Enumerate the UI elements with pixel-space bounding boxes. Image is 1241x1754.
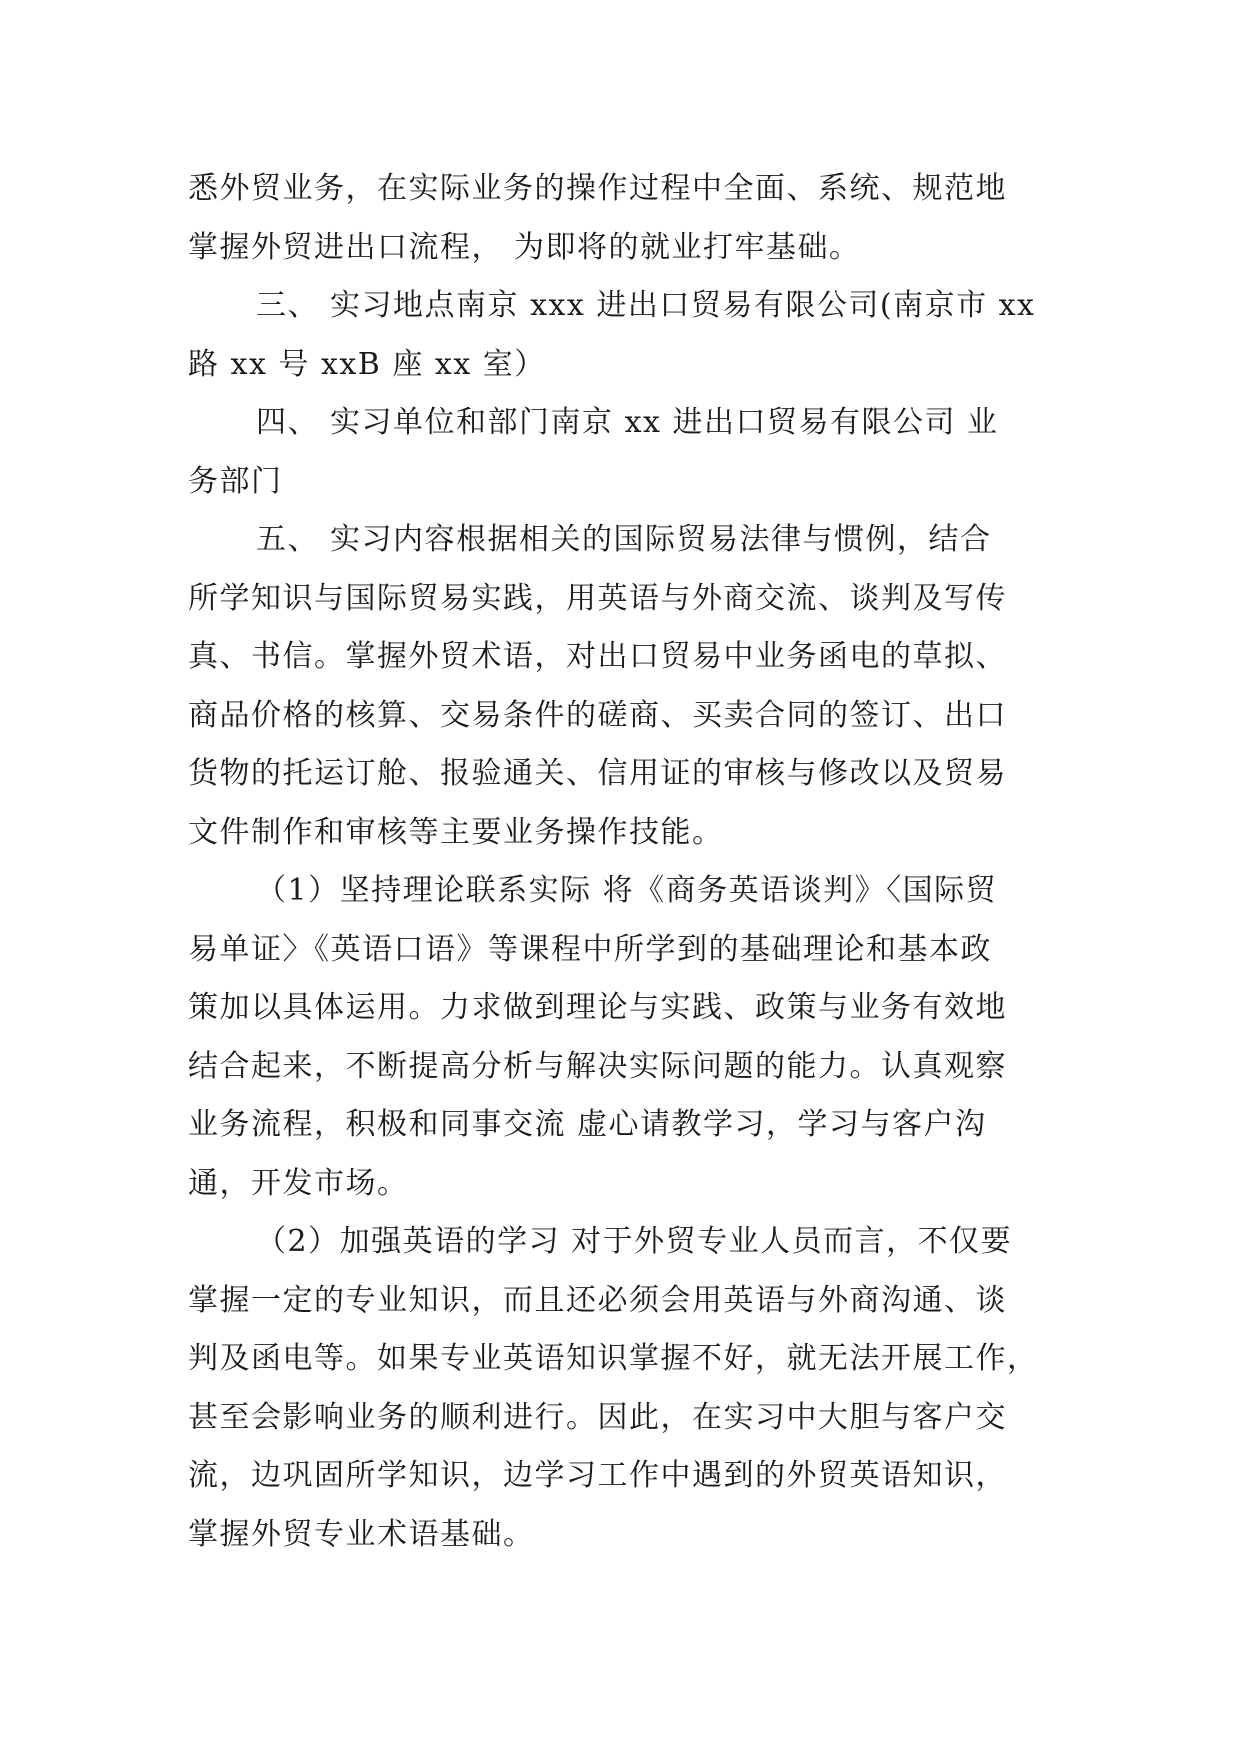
text-line: 判及函电等。如果专业英语知识掌握不好，就无法开展工作， <box>188 1341 1039 1376</box>
text-line: 文件制作和审核等主要业务操作技能。 <box>188 814 724 850</box>
document-body <box>188 160 1058 1564</box>
text-line: 通，开发市场。 <box>188 1165 409 1201</box>
list-item-1: （1）坚持理论联系实际 将《商务英语谈判》〈国际贸 <box>256 873 998 908</box>
text-line: 务部门 <box>188 463 283 499</box>
text-line: 真、书信。掌握外贸术语，对出口贸易中业务函电的草拟、 <box>188 639 1007 674</box>
text-line: 掌握外贸进出口流程， 为即将的就业打牢基础。 <box>188 229 861 265</box>
text-line: 所学知识与国际贸易实践，用英语与外商交流、谈判及写传 <box>188 580 1007 616</box>
text-line: 路 xx 号 xxB 座 xx 室） <box>188 346 546 382</box>
text-line: 流，边巩固所学知识，边学习工作中遇到的外贸英语知识， <box>188 1458 1007 1493</box>
text-line: 甚至会影响业务的顺利进行。因此，在实习中大胆与客户交 <box>188 1399 1007 1435</box>
text-line: 掌握一定的专业知识，而且还必须会用英语与外商沟通、谈 <box>188 1282 1007 1318</box>
text-line: 掌握外贸专业术语基础。 <box>188 1516 535 1552</box>
text-line: 策加以具体运用。力求做到理论与实践、政策与业务有效地 <box>188 990 1007 1025</box>
text-line: 易单证〉《英语口语》等课程中所学到的基础理论和基本政 <box>188 931 992 967</box>
text-line: 结合起来，不断提高分析与解决实际问题的能力。认真观察 <box>188 1048 1007 1084</box>
list-item-2: （2）加强英语的学习 对于外贸专业人员而言，不仅要 <box>256 1224 1013 1259</box>
text-line: 悉外贸业务，在实际业务的操作过程中全面、系统、规范地 <box>188 171 1007 206</box>
section-heading-content: 五、 实习内容根据相关的国际贸易法律与惯例，结合 <box>256 522 992 557</box>
section-heading-unit: 四、 实习单位和部门南京 xx 进出口贸易有限公司 业 <box>256 405 999 440</box>
text-line: 商品价格的核算、交易条件的磋商、买卖合同的签订、出口 <box>188 697 1007 733</box>
text-line: 货物的托运订舱、报验通关、信用证的审核与修改以及贸易 <box>188 756 1007 791</box>
text-line: 业务流程，积极和同事交流 虚心请教学习，学习与客户沟 <box>188 1107 987 1142</box>
section-heading-location: 三、 实习地点南京 xxx 进出口贸易有限公司(南京市 xx <box>256 288 1036 323</box>
